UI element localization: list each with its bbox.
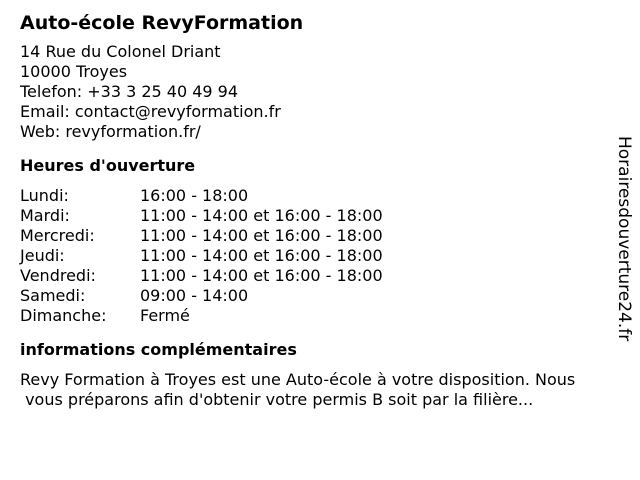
description-line-2: vous préparons afin d'obtenir votre permis B soit par la filière... xyxy=(20,390,534,409)
business-card xyxy=(20,10,620,410)
address-line-2: 10000 Troyes xyxy=(20,62,128,81)
additional-info-heading: informations complémentaires xyxy=(20,340,297,359)
time-value: 11:00 - 14:00 et 16:00 - 18:00 xyxy=(140,266,383,285)
opening-hours-table xyxy=(20,186,620,326)
hours-row-monday xyxy=(20,186,620,206)
time-value: 16:00 - 18:00 xyxy=(140,186,249,205)
time-value: 11:00 - 14:00 et 16:00 - 18:00 xyxy=(140,206,383,225)
opening-hours-heading: Heures d'ouverture xyxy=(20,156,196,175)
day-label: Jeudi: xyxy=(20,246,65,265)
address-line-1: 14 Rue du Colonel Driant xyxy=(20,42,221,61)
email-line: Email: contact@revyformation.fr xyxy=(20,102,281,121)
description xyxy=(20,370,630,410)
day-label: Dimanche: xyxy=(20,306,107,325)
hours-row-friday xyxy=(20,266,620,286)
business-name: Auto-école RevyFormation xyxy=(20,12,304,34)
hours-row-wednesday xyxy=(20,226,620,246)
web-line: Web: revyformation.fr/ xyxy=(20,122,201,141)
day-label: Vendredi: xyxy=(20,266,96,285)
hours-row-sunday xyxy=(20,306,620,326)
time-value: 11:00 - 14:00 et 16:00 - 18:00 xyxy=(140,246,383,265)
hours-row-thursday xyxy=(20,246,620,266)
time-value: 11:00 - 14:00 et 16:00 - 18:00 xyxy=(140,226,383,245)
day-label: Mercredi: xyxy=(20,226,95,245)
time-value: 09:00 - 14:00 xyxy=(140,286,249,305)
day-label: Lundi: xyxy=(20,186,69,205)
description-line-1: Revy Formation à Troyes est une Auto-école à votre disposition. Nous xyxy=(20,370,576,389)
watermark-text: Horairesdouverture24.fr xyxy=(614,136,634,342)
hours-row-tuesday xyxy=(20,206,620,226)
phone-line: Telefon: +33 3 25 40 49 94 xyxy=(20,82,239,101)
time-value: Fermé xyxy=(140,306,190,325)
hours-row-saturday xyxy=(20,286,620,306)
day-label: Samedi: xyxy=(20,286,86,305)
day-label: Mardi: xyxy=(20,206,70,225)
